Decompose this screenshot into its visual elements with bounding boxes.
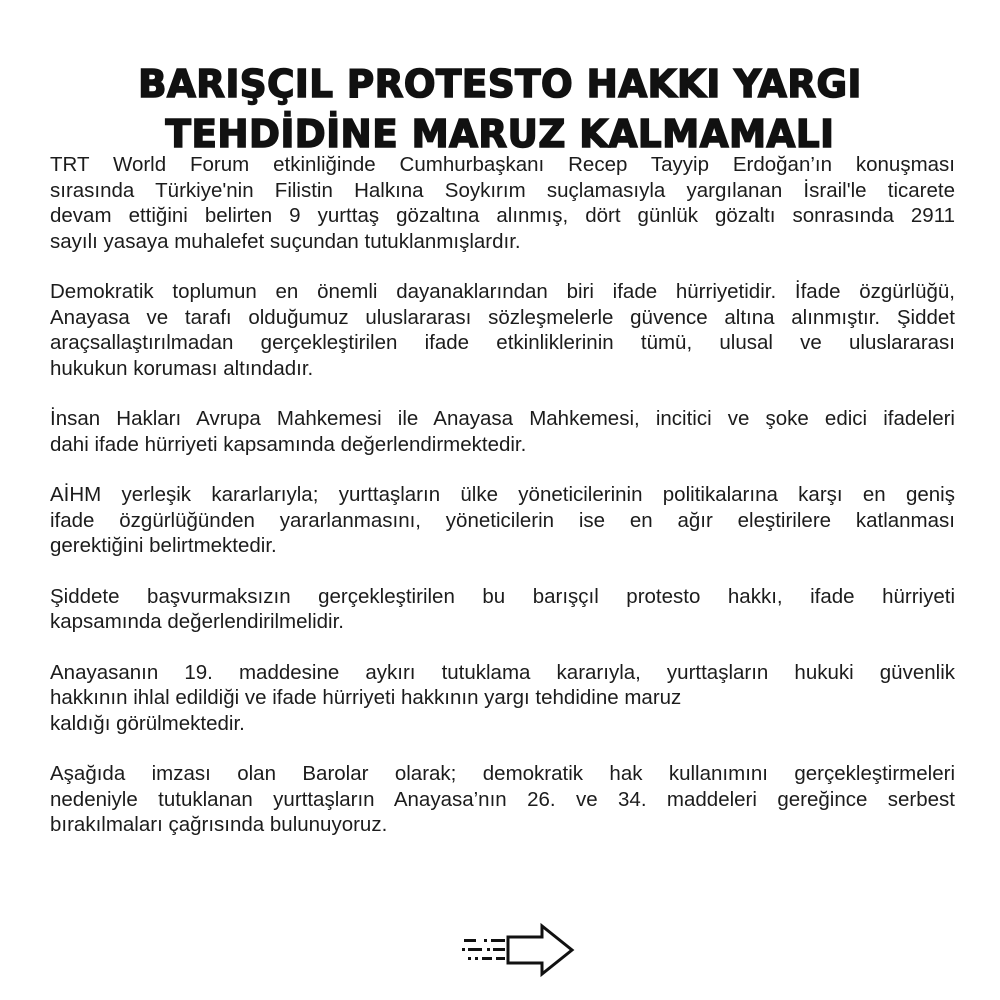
text-line: Şiddete başvurmaksızın gerçekleştirilen bu barışçıl protesto hakkı, ifade hürriyeti <box>50 584 955 608</box>
statement-body <box>50 152 955 863</box>
text-line: ifade özgürlüğünden yararlanmasını, yöneticilerin ise en ağır eleştirilere katlanması <box>50 508 955 532</box>
title-line-2: TEHDİDİNE MARUZ KALMAMALI <box>165 112 835 157</box>
paragraph-echr <box>50 482 955 559</box>
text-line: kapsamında değerlendirilmelidir. <box>50 610 344 633</box>
paragraph-freedom-of-expression <box>50 279 955 381</box>
paragraph-detention <box>50 152 955 254</box>
page-title <box>10 59 990 159</box>
text-line: kaldığı görülmektedir. <box>50 711 245 735</box>
text-line: Anayasa ve tarafı olduğumuz uluslararası sözleşmelerle güvence altına alınmıştır. Şiddet <box>50 305 955 329</box>
text-line: hakkının ihlal edildiği ve ifade hürriyeti hakkının yargı tehdidine maruz <box>50 686 682 709</box>
text-line: sayılı yasaya muhalefet suçundan tutuklanmışlardır. <box>50 229 521 253</box>
next-page-arrow-icon[interactable] <box>462 922 578 978</box>
text-line: Demokratik toplumun en önemli dayanaklarından biri ifade hürriyetidir. İfade özgürlüğü, <box>50 280 955 303</box>
paragraph-call-to-release <box>50 761 955 838</box>
text-line: nedeniyle tutuklanan yurttaşların Anayasa’nın 26. ve 34. maddeleri gereğince serbest <box>50 787 955 811</box>
paragraph-courts <box>50 406 955 457</box>
title-line-1: BARIŞÇIL PROTESTO HAKKI YARGI <box>138 62 862 107</box>
paragraph-constitution <box>50 660 955 737</box>
text-line: dahi ifade hürriyeti kapsamında değerlendirmektedir. <box>50 432 527 456</box>
text-line: devam ettiğini belirten 9 yurttaş gözaltına alınmış, dört günlük gözaltı sonrasında 2911 <box>50 204 955 227</box>
text-line: hukukun koruması altındadır. <box>50 356 314 380</box>
text-line: İnsan Hakları Avrupa Mahkemesi ile Anayasa Mahkemesi, incitici ve şoke edici ifadeleri <box>50 407 955 430</box>
text-line: bırakılmaları çağrısında bulunuyoruz. <box>50 813 388 836</box>
text-line: araçsallaştırılmadan gerçekleştirilen ifade etkinliklerinin tümü, ulusal ve uluslararası <box>50 331 955 354</box>
paragraph-peaceful-protest <box>50 584 955 635</box>
text-line: TRT World Forum etkinliğinde Cumhurbaşkanı Recep Tayyip Erdoğan’ın konuşması <box>50 153 955 176</box>
text-line: gerektiğini belirtmektedir. <box>50 534 277 557</box>
text-line: AİHM yerleşik kararlarıyla; yurttaşların ülke yöneticilerinin politikalarına karşı en geniş <box>50 483 955 506</box>
text-line: Anayasanın 19. maddesine aykırı tutuklama kararıyla, yurttaşların hukuki güvenlik <box>50 660 955 684</box>
text-line: sırasında Türkiye'nin Filistin Halkına Soykırım suçlamasıyla yargılanan İsrail'le ticarete <box>50 178 955 202</box>
text-line: Aşağıda imzası olan Barolar olarak; demokratik hak kullanımını gerçekleştirmeleri <box>50 762 955 785</box>
